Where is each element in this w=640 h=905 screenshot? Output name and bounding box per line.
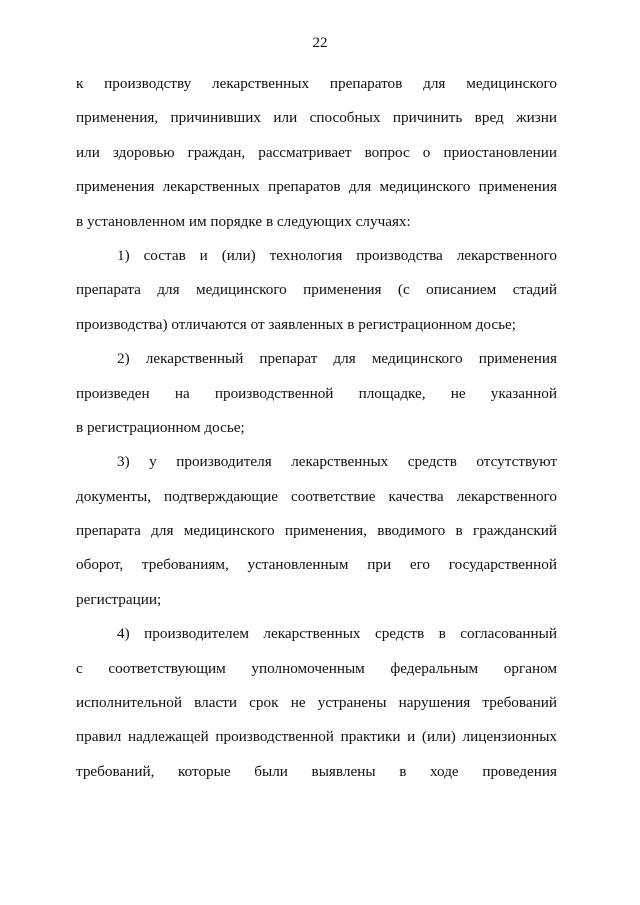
text-line: препарата для медицинского применения (с описанием стадий [76, 281, 557, 299]
text-line: правил надлежащей производственной практики и (или) лицензионных [76, 728, 557, 746]
text-line: документы, подтверждающие соответствие качества лекарственного [76, 487, 557, 505]
text-line: препарата для медицинского применения, вводимого в гражданский [76, 522, 557, 540]
text-line: исполнительной власти срок не устранены нарушения требований [76, 694, 557, 712]
text-line: в установленном им порядке в следующих случаях: [76, 212, 411, 230]
text-line: произведен на производственной площадке, не указанной [76, 384, 557, 402]
list-item-4-start: 4) производителем лекарственных средств в согласованный [117, 625, 557, 643]
text-line: в регистрационном досье; [76, 418, 245, 436]
text-line: производства) отличаются от заявленных в регистрационном досье; [76, 315, 516, 333]
text-line: с соответствующим уполномоченным федеральным органом [76, 659, 557, 677]
text-line: регистрации; [76, 590, 162, 608]
list-item-3-start: 3) у производителя лекарственных средств отсутствуют [117, 453, 557, 471]
text-line: или здоровью граждан, рассматривает вопрос о приостановлении [76, 143, 557, 161]
page-number: 22 [312, 35, 328, 51]
text-line: оборот, требованиям, установленным при его государственной [76, 556, 557, 574]
text-line: применения лекарственных препаратов для медицинского применения [76, 178, 557, 196]
text-line: применения, причинивших или способных причинить вред жизни [76, 109, 557, 127]
text-line: к производству лекарственных препаратов для медицинского [76, 75, 557, 92]
text-line: требований, которые были выявлены в ходе проведения [76, 762, 557, 780]
list-item-1-start: 1) состав и (или) технология производства лекарственного [117, 246, 557, 264]
document-body [76, 67, 557, 789]
list-item-2-start: 2) лекарственный препарат для медицинского применения [117, 350, 557, 368]
